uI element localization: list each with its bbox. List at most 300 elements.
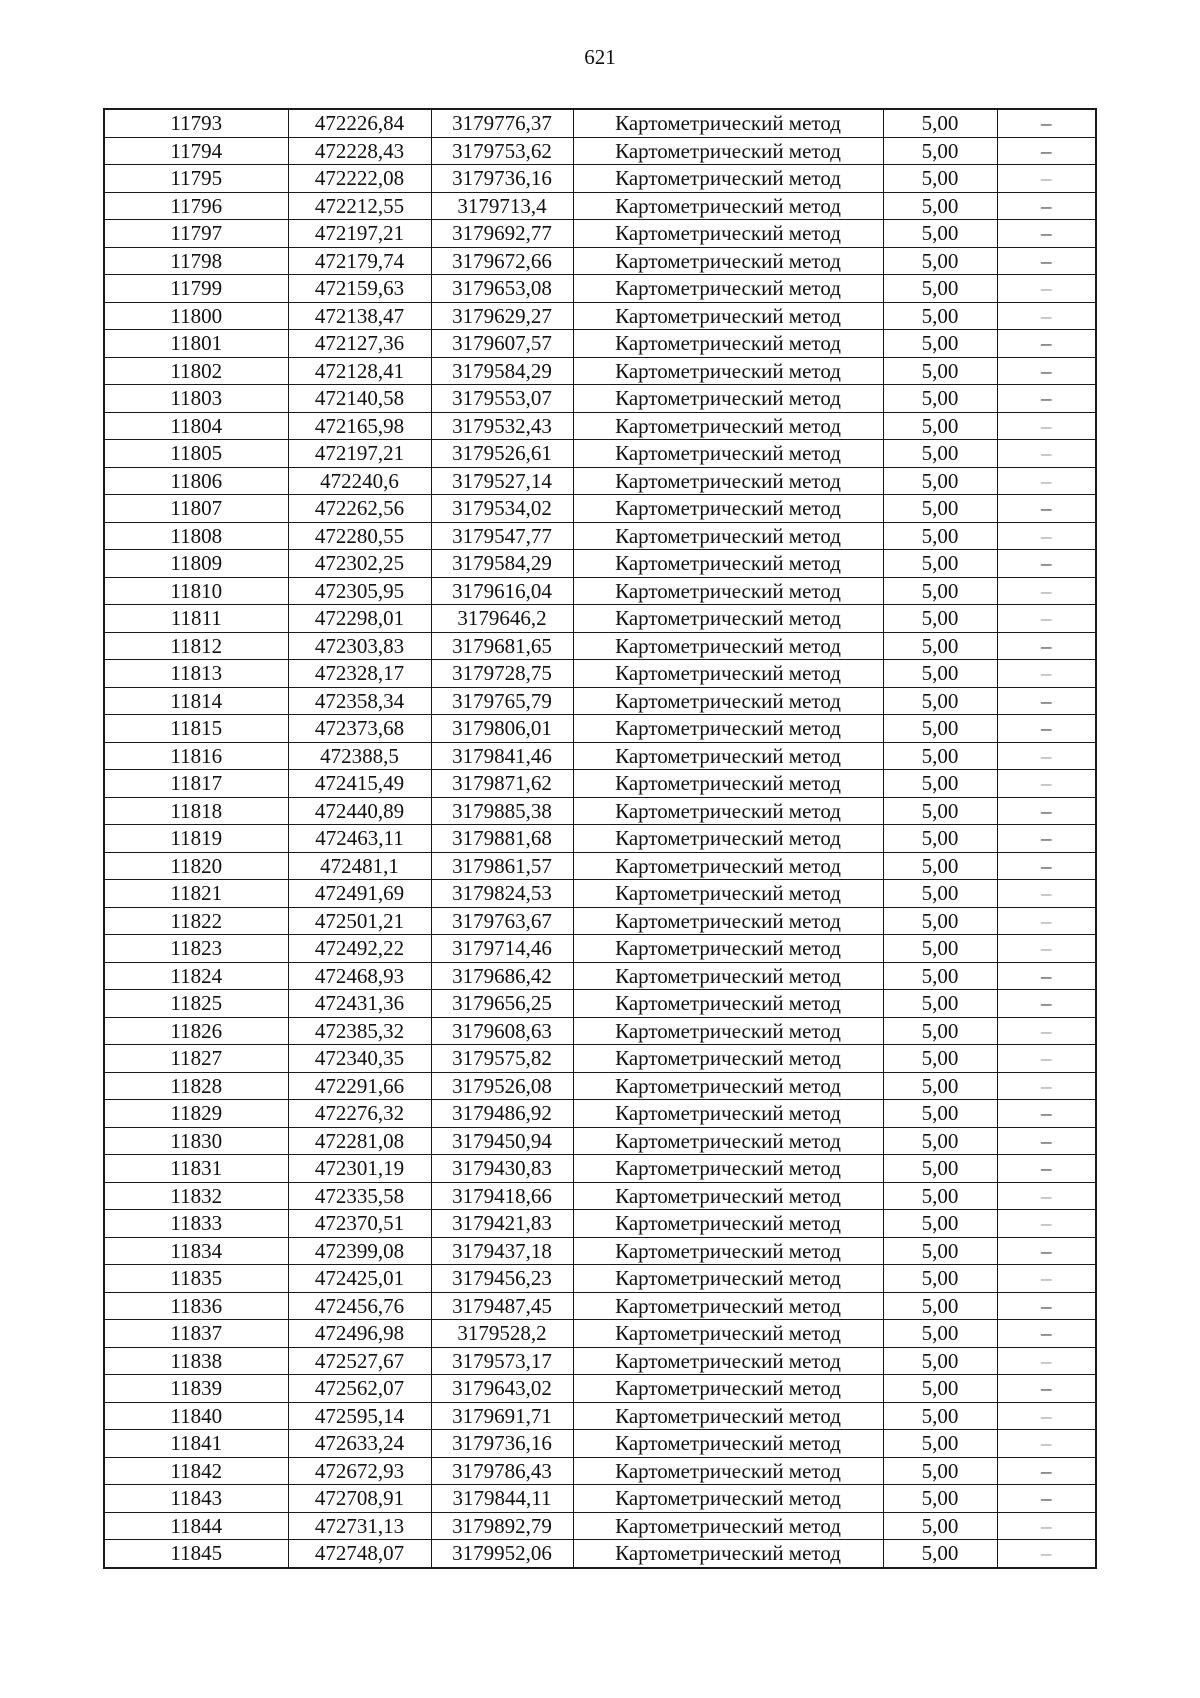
accuracy-cell: 5,00 — [883, 1375, 997, 1403]
point-number-cell: 11838 — [104, 1347, 288, 1375]
method-cell: Картометрический метод — [573, 440, 883, 468]
method-cell: Картометрический метод — [573, 412, 883, 440]
y-coordinate-cell: 3179881,68 — [431, 825, 573, 853]
accuracy-cell: 5,00 — [883, 770, 997, 798]
dash-cell: – — [997, 1430, 1096, 1458]
dash-cell: – — [997, 220, 1096, 248]
point-number-cell: 11795 — [104, 165, 288, 193]
x-coordinate-cell: 472280,55 — [288, 522, 431, 550]
method-cell: Картометрический метод — [573, 1375, 883, 1403]
accuracy-cell: 5,00 — [883, 550, 997, 578]
y-coordinate-cell: 3179728,75 — [431, 660, 573, 688]
table-row — [104, 137, 1096, 165]
table-row — [104, 1127, 1096, 1155]
coordinates-table-body — [104, 109, 1096, 1568]
dash-cell: – — [997, 1320, 1096, 1348]
x-coordinate-cell: 472595,14 — [288, 1402, 431, 1430]
method-cell: Картометрический метод — [573, 1017, 883, 1045]
method-cell: Картометрический метод — [573, 1100, 883, 1128]
point-number-cell: 11823 — [104, 935, 288, 963]
y-coordinate-cell: 3179629,27 — [431, 302, 573, 330]
page-number: 621 — [584, 45, 616, 69]
x-coordinate-cell: 472463,11 — [288, 825, 431, 853]
table-row — [104, 660, 1096, 688]
y-coordinate-cell: 3179686,42 — [431, 962, 573, 990]
y-coordinate-cell: 3179528,2 — [431, 1320, 573, 1348]
point-number-cell: 11809 — [104, 550, 288, 578]
x-coordinate-cell: 472633,24 — [288, 1430, 431, 1458]
x-coordinate-cell: 472358,34 — [288, 687, 431, 715]
accuracy-cell: 5,00 — [883, 907, 997, 935]
dash-cell: – — [997, 770, 1096, 798]
accuracy-cell: 5,00 — [883, 412, 997, 440]
dash-cell: – — [997, 1347, 1096, 1375]
table-row — [104, 1292, 1096, 1320]
table-row — [104, 1045, 1096, 1073]
y-coordinate-cell: 3179450,94 — [431, 1127, 573, 1155]
y-coordinate-cell: 3179892,79 — [431, 1512, 573, 1540]
y-coordinate-cell: 3179547,77 — [431, 522, 573, 550]
method-cell: Картометрический метод — [573, 330, 883, 358]
x-coordinate-cell: 472496,98 — [288, 1320, 431, 1348]
point-number-cell: 11811 — [104, 605, 288, 633]
point-number-cell: 11794 — [104, 137, 288, 165]
dash-cell: – — [997, 935, 1096, 963]
table-row — [104, 1512, 1096, 1540]
x-coordinate-cell: 472197,21 — [288, 220, 431, 248]
dash-cell: – — [997, 137, 1096, 165]
table-row — [104, 440, 1096, 468]
accuracy-cell: 5,00 — [883, 1045, 997, 1073]
table-row — [104, 550, 1096, 578]
x-coordinate-cell: 472481,1 — [288, 852, 431, 880]
x-coordinate-cell: 472212,55 — [288, 192, 431, 220]
table-row — [104, 1017, 1096, 1045]
y-coordinate-cell: 3179575,82 — [431, 1045, 573, 1073]
method-cell: Картометрический метод — [573, 852, 883, 880]
point-number-cell: 11798 — [104, 247, 288, 275]
x-coordinate-cell: 472328,17 — [288, 660, 431, 688]
accuracy-cell: 5,00 — [883, 962, 997, 990]
method-cell: Картометрический метод — [573, 715, 883, 743]
point-number-cell: 11801 — [104, 330, 288, 358]
x-coordinate-cell: 472491,69 — [288, 880, 431, 908]
method-cell: Картометрический метод — [573, 1347, 883, 1375]
x-coordinate-cell: 472276,32 — [288, 1100, 431, 1128]
table-row — [104, 1265, 1096, 1293]
y-coordinate-cell: 3179527,14 — [431, 467, 573, 495]
x-coordinate-cell: 472731,13 — [288, 1512, 431, 1540]
point-number-cell: 11826 — [104, 1017, 288, 1045]
dash-cell: – — [997, 357, 1096, 385]
table-row — [104, 1072, 1096, 1100]
accuracy-cell: 5,00 — [883, 1182, 997, 1210]
dash-cell: – — [997, 1210, 1096, 1238]
table-row — [104, 1485, 1096, 1513]
method-cell: Картометрический метод — [573, 1292, 883, 1320]
table-row — [104, 330, 1096, 358]
dash-cell: – — [997, 990, 1096, 1018]
dash-cell: – — [997, 330, 1096, 358]
y-coordinate-cell: 3179691,71 — [431, 1402, 573, 1430]
x-coordinate-cell: 472301,19 — [288, 1155, 431, 1183]
dash-cell: – — [997, 1127, 1096, 1155]
table-row — [104, 852, 1096, 880]
point-number-cell: 11831 — [104, 1155, 288, 1183]
y-coordinate-cell: 3179806,01 — [431, 715, 573, 743]
accuracy-cell: 5,00 — [883, 715, 997, 743]
dash-cell: – — [997, 165, 1096, 193]
table-row — [104, 907, 1096, 935]
x-coordinate-cell: 472468,93 — [288, 962, 431, 990]
dash-cell: – — [997, 962, 1096, 990]
dash-cell: – — [997, 1072, 1096, 1100]
accuracy-cell: 5,00 — [883, 440, 997, 468]
table-row — [104, 742, 1096, 770]
x-coordinate-cell: 472128,41 — [288, 357, 431, 385]
method-cell: Картометрический метод — [573, 825, 883, 853]
method-cell: Картометрический метод — [573, 632, 883, 660]
method-cell: Картометрический метод — [573, 1182, 883, 1210]
dash-cell: – — [997, 1292, 1096, 1320]
x-coordinate-cell: 472262,56 — [288, 495, 431, 523]
point-number-cell: 11797 — [104, 220, 288, 248]
table-row — [104, 605, 1096, 633]
point-number-cell: 11822 — [104, 907, 288, 935]
x-coordinate-cell: 472222,08 — [288, 165, 431, 193]
dash-cell: – — [997, 247, 1096, 275]
dash-cell: – — [997, 385, 1096, 413]
y-coordinate-cell: 3179421,83 — [431, 1210, 573, 1238]
method-cell: Картометрический метод — [573, 275, 883, 303]
y-coordinate-cell: 3179885,38 — [431, 797, 573, 825]
dash-cell: – — [997, 522, 1096, 550]
method-cell: Картометрический метод — [573, 660, 883, 688]
accuracy-cell: 5,00 — [883, 220, 997, 248]
accuracy-cell: 5,00 — [883, 467, 997, 495]
x-coordinate-cell: 472240,6 — [288, 467, 431, 495]
x-coordinate-cell: 472165,98 — [288, 412, 431, 440]
point-number-cell: 11813 — [104, 660, 288, 688]
x-coordinate-cell: 472127,36 — [288, 330, 431, 358]
accuracy-cell: 5,00 — [883, 192, 997, 220]
point-number-cell: 11799 — [104, 275, 288, 303]
method-cell: Картометрический метод — [573, 1402, 883, 1430]
y-coordinate-cell: 3179653,08 — [431, 275, 573, 303]
method-cell: Картометрический метод — [573, 1155, 883, 1183]
x-coordinate-cell: 472385,32 — [288, 1017, 431, 1045]
x-coordinate-cell: 472708,91 — [288, 1485, 431, 1513]
table-row — [104, 412, 1096, 440]
table-row — [104, 632, 1096, 660]
accuracy-cell: 5,00 — [883, 137, 997, 165]
table-row — [104, 1375, 1096, 1403]
accuracy-cell: 5,00 — [883, 990, 997, 1018]
dash-cell: – — [997, 715, 1096, 743]
y-coordinate-cell: 3179616,04 — [431, 577, 573, 605]
y-coordinate-cell: 3179534,02 — [431, 495, 573, 523]
x-coordinate-cell: 472298,01 — [288, 605, 431, 633]
table-row — [104, 935, 1096, 963]
x-coordinate-cell: 472340,35 — [288, 1045, 431, 1073]
x-coordinate-cell: 472335,58 — [288, 1182, 431, 1210]
accuracy-cell: 5,00 — [883, 385, 997, 413]
method-cell: Картометрический метод — [573, 1540, 883, 1568]
point-number-cell: 11825 — [104, 990, 288, 1018]
table-row — [104, 1430, 1096, 1458]
coordinates-table — [103, 108, 1097, 1569]
point-number-cell: 11845 — [104, 1540, 288, 1568]
dash-cell: – — [997, 412, 1096, 440]
table-row — [104, 962, 1096, 990]
dash-cell: – — [997, 687, 1096, 715]
method-cell: Картометрический метод — [573, 1485, 883, 1513]
point-number-cell: 11829 — [104, 1100, 288, 1128]
accuracy-cell: 5,00 — [883, 1347, 997, 1375]
table-row — [104, 247, 1096, 275]
dash-cell: – — [997, 797, 1096, 825]
accuracy-cell: 5,00 — [883, 1485, 997, 1513]
x-coordinate-cell: 472527,67 — [288, 1347, 431, 1375]
dash-cell: – — [997, 495, 1096, 523]
dash-cell: – — [997, 907, 1096, 935]
accuracy-cell: 5,00 — [883, 495, 997, 523]
point-number-cell: 11832 — [104, 1182, 288, 1210]
table-row — [104, 302, 1096, 330]
y-coordinate-cell: 3179681,65 — [431, 632, 573, 660]
y-coordinate-cell: 3179607,57 — [431, 330, 573, 358]
point-number-cell: 11796 — [104, 192, 288, 220]
dash-cell: – — [997, 1540, 1096, 1568]
dash-cell: – — [997, 880, 1096, 908]
table-row — [104, 1540, 1096, 1568]
y-coordinate-cell: 3179672,66 — [431, 247, 573, 275]
x-coordinate-cell: 472370,51 — [288, 1210, 431, 1238]
point-number-cell: 11812 — [104, 632, 288, 660]
y-coordinate-cell: 3179584,29 — [431, 550, 573, 578]
accuracy-cell: 5,00 — [883, 165, 997, 193]
point-number-cell: 11804 — [104, 412, 288, 440]
y-coordinate-cell: 3179532,43 — [431, 412, 573, 440]
dash-cell: – — [997, 1182, 1096, 1210]
table-row — [104, 192, 1096, 220]
x-coordinate-cell: 472179,74 — [288, 247, 431, 275]
dash-cell: – — [997, 1045, 1096, 1073]
y-coordinate-cell: 3179692,77 — [431, 220, 573, 248]
dash-cell: – — [997, 302, 1096, 330]
point-number-cell: 11836 — [104, 1292, 288, 1320]
point-number-cell: 11805 — [104, 440, 288, 468]
point-number-cell: 11839 — [104, 1375, 288, 1403]
y-coordinate-cell: 3179753,62 — [431, 137, 573, 165]
x-coordinate-cell: 472305,95 — [288, 577, 431, 605]
point-number-cell: 11828 — [104, 1072, 288, 1100]
x-coordinate-cell: 472197,21 — [288, 440, 431, 468]
dash-cell: – — [997, 275, 1096, 303]
dash-cell: – — [997, 1237, 1096, 1265]
table-row — [104, 220, 1096, 248]
accuracy-cell: 5,00 — [883, 1402, 997, 1430]
point-number-cell: 11833 — [104, 1210, 288, 1238]
accuracy-cell: 5,00 — [883, 1292, 997, 1320]
accuracy-cell: 5,00 — [883, 1320, 997, 1348]
point-number-cell: 11821 — [104, 880, 288, 908]
x-coordinate-cell: 472501,21 — [288, 907, 431, 935]
point-number-cell: 11824 — [104, 962, 288, 990]
dash-cell: – — [997, 1265, 1096, 1293]
x-coordinate-cell: 472440,89 — [288, 797, 431, 825]
x-coordinate-cell: 472302,25 — [288, 550, 431, 578]
accuracy-cell: 5,00 — [883, 1265, 997, 1293]
y-coordinate-cell: 3179418,66 — [431, 1182, 573, 1210]
x-coordinate-cell: 472415,49 — [288, 770, 431, 798]
x-coordinate-cell: 472138,47 — [288, 302, 431, 330]
method-cell: Картометрический метод — [573, 192, 883, 220]
accuracy-cell: 5,00 — [883, 687, 997, 715]
method-cell: Картометрический метод — [573, 962, 883, 990]
method-cell: Картометрический метод — [573, 1127, 883, 1155]
y-coordinate-cell: 3179526,61 — [431, 440, 573, 468]
table-row — [104, 990, 1096, 1018]
point-number-cell: 11830 — [104, 1127, 288, 1155]
method-cell: Картометрический метод — [573, 1320, 883, 1348]
x-coordinate-cell: 472456,76 — [288, 1292, 431, 1320]
accuracy-cell: 5,00 — [883, 1127, 997, 1155]
table-row — [104, 1320, 1096, 1348]
accuracy-cell: 5,00 — [883, 109, 997, 137]
point-number-cell: 11842 — [104, 1457, 288, 1485]
table-row — [104, 109, 1096, 137]
accuracy-cell: 5,00 — [883, 522, 997, 550]
point-number-cell: 11810 — [104, 577, 288, 605]
point-number-cell: 11815 — [104, 715, 288, 743]
x-coordinate-cell: 472672,93 — [288, 1457, 431, 1485]
dash-cell: – — [997, 577, 1096, 605]
method-cell: Картометрический метод — [573, 220, 883, 248]
method-cell: Картометрический метод — [573, 687, 883, 715]
accuracy-cell: 5,00 — [883, 935, 997, 963]
method-cell: Картометрический метод — [573, 990, 883, 1018]
y-coordinate-cell: 3179776,37 — [431, 109, 573, 137]
point-number-cell: 11806 — [104, 467, 288, 495]
accuracy-cell: 5,00 — [883, 1072, 997, 1100]
method-cell: Картометрический метод — [573, 880, 883, 908]
dash-cell: – — [997, 1485, 1096, 1513]
method-cell: Картометрический метод — [573, 495, 883, 523]
method-cell: Картометрический метод — [573, 1430, 883, 1458]
table-row — [104, 357, 1096, 385]
method-cell: Картометрический метод — [573, 742, 883, 770]
y-coordinate-cell: 3179643,02 — [431, 1375, 573, 1403]
y-coordinate-cell: 3179736,16 — [431, 165, 573, 193]
y-coordinate-cell: 3179646,2 — [431, 605, 573, 633]
table-row — [104, 715, 1096, 743]
table-row — [104, 577, 1096, 605]
table-row — [104, 687, 1096, 715]
y-coordinate-cell: 3179608,63 — [431, 1017, 573, 1045]
point-number-cell: 11835 — [104, 1265, 288, 1293]
method-cell: Картометрический метод — [573, 385, 883, 413]
dash-cell: – — [997, 109, 1096, 137]
y-coordinate-cell: 3179844,11 — [431, 1485, 573, 1513]
dash-cell: – — [997, 1402, 1096, 1430]
accuracy-cell: 5,00 — [883, 302, 997, 330]
accuracy-cell: 5,00 — [883, 852, 997, 880]
table-row — [104, 880, 1096, 908]
y-coordinate-cell: 3179713,4 — [431, 192, 573, 220]
method-cell: Картометрический метод — [573, 302, 883, 330]
dash-cell: – — [997, 742, 1096, 770]
y-coordinate-cell: 3179841,46 — [431, 742, 573, 770]
table-row — [104, 1210, 1096, 1238]
accuracy-cell: 5,00 — [883, 577, 997, 605]
dash-cell: – — [997, 1017, 1096, 1045]
y-coordinate-cell: 3179736,16 — [431, 1430, 573, 1458]
x-coordinate-cell: 472492,22 — [288, 935, 431, 963]
accuracy-cell: 5,00 — [883, 330, 997, 358]
x-coordinate-cell: 472431,36 — [288, 990, 431, 1018]
dash-cell: – — [997, 660, 1096, 688]
x-coordinate-cell: 472159,63 — [288, 275, 431, 303]
y-coordinate-cell: 3179861,57 — [431, 852, 573, 880]
method-cell: Картометрический метод — [573, 1210, 883, 1238]
method-cell: Картометрический метод — [573, 357, 883, 385]
accuracy-cell: 5,00 — [883, 1540, 997, 1568]
x-coordinate-cell: 472303,83 — [288, 632, 431, 660]
x-coordinate-cell: 472388,5 — [288, 742, 431, 770]
x-coordinate-cell: 472291,66 — [288, 1072, 431, 1100]
point-number-cell: 11814 — [104, 687, 288, 715]
y-coordinate-cell: 3179526,08 — [431, 1072, 573, 1100]
table-row — [104, 1402, 1096, 1430]
dash-cell: – — [997, 1457, 1096, 1485]
method-cell: Картометрический метод — [573, 522, 883, 550]
accuracy-cell: 5,00 — [883, 275, 997, 303]
x-coordinate-cell: 472562,07 — [288, 1375, 431, 1403]
method-cell: Картометрический метод — [573, 577, 883, 605]
point-number-cell: 11840 — [104, 1402, 288, 1430]
dash-cell: – — [997, 440, 1096, 468]
method-cell: Картометрический метод — [573, 165, 883, 193]
table-row — [104, 1237, 1096, 1265]
x-coordinate-cell: 472226,84 — [288, 109, 431, 137]
dash-cell: – — [997, 852, 1096, 880]
table-row — [104, 1100, 1096, 1128]
y-coordinate-cell: 3179656,25 — [431, 990, 573, 1018]
table-row — [104, 1182, 1096, 1210]
accuracy-cell: 5,00 — [883, 660, 997, 688]
method-cell: Картометрический метод — [573, 247, 883, 275]
method-cell: Картометрический метод — [573, 1072, 883, 1100]
y-coordinate-cell: 3179714,46 — [431, 935, 573, 963]
method-cell: Картометрический метод — [573, 1512, 883, 1540]
y-coordinate-cell: 3179871,62 — [431, 770, 573, 798]
point-number-cell: 11807 — [104, 495, 288, 523]
accuracy-cell: 5,00 — [883, 605, 997, 633]
method-cell: Картометрический метод — [573, 1457, 883, 1485]
point-number-cell: 11803 — [104, 385, 288, 413]
accuracy-cell: 5,00 — [883, 1017, 997, 1045]
point-number-cell: 11837 — [104, 1320, 288, 1348]
dash-cell: – — [997, 192, 1096, 220]
y-coordinate-cell: 3179584,29 — [431, 357, 573, 385]
point-number-cell: 11819 — [104, 825, 288, 853]
method-cell: Картометрический метод — [573, 467, 883, 495]
point-number-cell: 11802 — [104, 357, 288, 385]
point-number-cell: 11817 — [104, 770, 288, 798]
table-row — [104, 1347, 1096, 1375]
point-number-cell: 11827 — [104, 1045, 288, 1073]
